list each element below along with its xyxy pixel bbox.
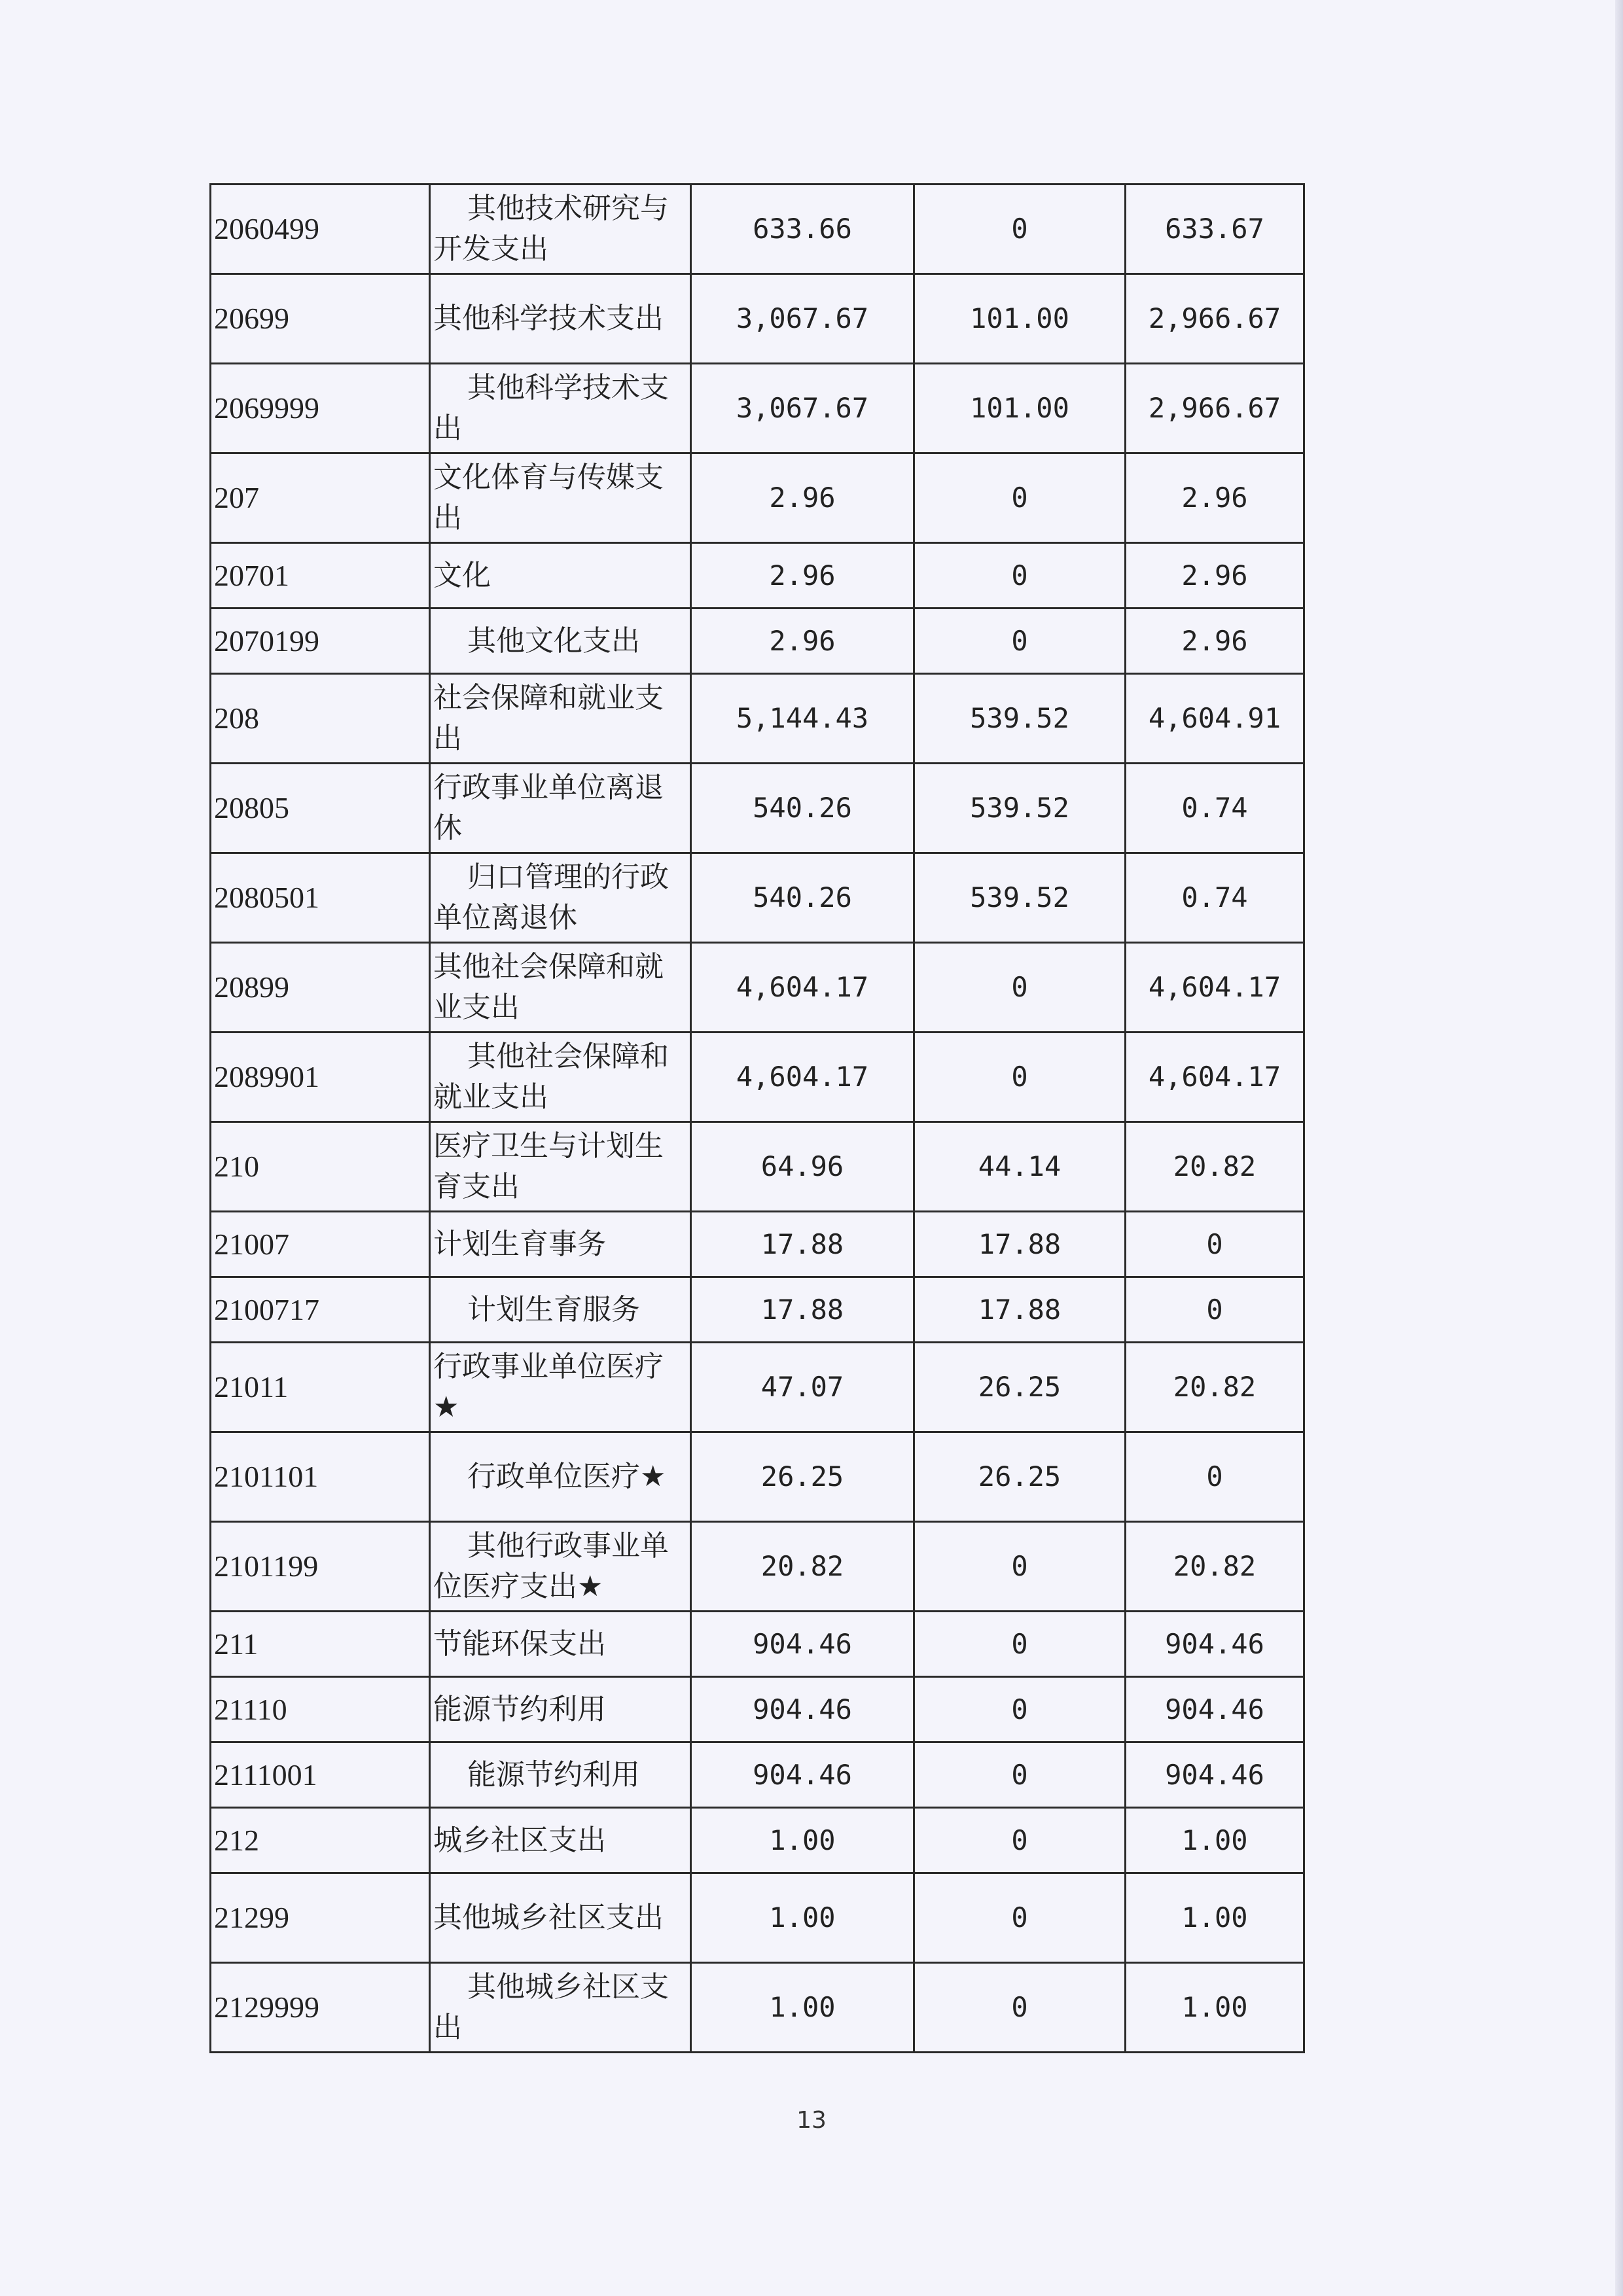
subject-name-cell: 医疗卫生与计划生育支出 [430,1122,691,1212]
subject-name-cell: 其他城乡社区支出 [430,1873,691,1963]
basic-expenditure-cell: 26.25 [914,1343,1126,1432]
total-amount-cell: 5,144.43 [691,674,914,764]
table-row [211,1612,1304,1677]
total-amount-cell: 4,604.17 [691,1033,914,1122]
subject-name-cell: 其他社会保障和就业支出 [430,1033,691,1122]
subject-code-cell: 207 [211,453,430,543]
table-row [211,943,1304,1033]
table-row [211,543,1304,609]
table-row [211,1033,1304,1122]
project-expenditure-cell: 0.74 [1126,853,1304,943]
table-row [211,674,1304,764]
page-edge [1615,0,1623,2296]
table-row [211,1212,1304,1277]
subject-name-cell: 能源节约利用 [430,1677,691,1742]
subject-code-cell: 2101101 [211,1432,430,1522]
table-row [211,1277,1304,1343]
subject-name-cell: 节能环保支出 [430,1612,691,1677]
basic-expenditure-cell: 101.00 [914,274,1126,364]
subject-name-cell: 计划生育事务 [430,1212,691,1277]
total-amount-cell: 2.96 [691,453,914,543]
subject-code-cell: 2080501 [211,853,430,943]
total-amount-cell: 540.26 [691,764,914,853]
project-expenditure-cell: 4,604.17 [1126,1033,1304,1122]
basic-expenditure-cell: 0 [914,1033,1126,1122]
total-amount-cell: 1.00 [691,1808,914,1873]
subject-code-cell: 21299 [211,1873,430,1963]
table-row [211,1122,1304,1212]
basic-expenditure-cell: 0 [914,1742,1126,1808]
subject-code-cell: 2101199 [211,1522,430,1612]
subject-code-cell: 21007 [211,1212,430,1277]
table-row [211,364,1304,453]
subject-code-cell: 2089901 [211,1033,430,1122]
subject-code-cell: 2100717 [211,1277,430,1343]
basic-expenditure-cell: 17.88 [914,1212,1126,1277]
subject-code-cell: 20701 [211,543,430,609]
total-amount-cell: 1.00 [691,1963,914,2053]
basic-expenditure-cell: 0 [914,1677,1126,1742]
subject-name-cell: 能源节约利用 [430,1742,691,1808]
total-amount-cell: 64.96 [691,1122,914,1212]
project-expenditure-cell: 4,604.17 [1126,943,1304,1033]
project-expenditure-cell: 2.96 [1126,543,1304,609]
table-row [211,274,1304,364]
total-amount-cell: 1.00 [691,1873,914,1963]
table-row [211,853,1304,943]
subject-code-cell: 20899 [211,943,430,1033]
total-amount-cell: 17.88 [691,1212,914,1277]
table-row [211,764,1304,853]
project-expenditure-cell: 904.46 [1126,1742,1304,1808]
project-expenditure-cell: 904.46 [1126,1612,1304,1677]
basic-expenditure-cell: 0 [914,1612,1126,1677]
subject-name-cell: 其他技术研究与开发支出 [430,185,691,274]
subject-code-cell: 210 [211,1122,430,1212]
subject-name-cell: 其他社会保障和就业支出 [430,943,691,1033]
basic-expenditure-cell: 0 [914,1522,1126,1612]
subject-code-cell: 2070199 [211,609,430,674]
total-amount-cell: 3,067.67 [691,364,914,453]
basic-expenditure-cell: 0 [914,1873,1126,1963]
project-expenditure-cell: 2.96 [1126,453,1304,543]
basic-expenditure-cell: 539.52 [914,674,1126,764]
basic-expenditure-cell: 0 [914,943,1126,1033]
table-body [211,185,1304,2053]
project-expenditure-cell: 4,604.91 [1126,674,1304,764]
table-row [211,1432,1304,1522]
project-expenditure-cell: 0 [1126,1432,1304,1522]
subject-name-cell: 其他文化支出 [430,609,691,674]
project-expenditure-cell: 0 [1126,1212,1304,1277]
project-expenditure-cell: 0.74 [1126,764,1304,853]
subject-name-cell: 行政事业单位离退休 [430,764,691,853]
basic-expenditure-cell: 0 [914,1808,1126,1873]
subject-name-cell: 其他科学技术支出 [430,364,691,453]
table-row [211,609,1304,674]
basic-expenditure-cell: 26.25 [914,1432,1126,1522]
subject-name-cell: 归口管理的行政单位离退休 [430,853,691,943]
page-number: 13 [796,2107,827,2134]
table-row [211,1742,1304,1808]
basic-expenditure-cell: 539.52 [914,764,1126,853]
subject-code-cell: 21110 [211,1677,430,1742]
table-row [211,1343,1304,1432]
basic-expenditure-cell: 101.00 [914,364,1126,453]
table-row [211,1522,1304,1612]
subject-name-cell: 其他科学技术支出 [430,274,691,364]
total-amount-cell: 2.96 [691,543,914,609]
basic-expenditure-cell: 0 [914,1963,1126,2053]
project-expenditure-cell: 2,966.67 [1126,274,1304,364]
total-amount-cell: 3,067.67 [691,274,914,364]
project-expenditure-cell: 20.82 [1126,1122,1304,1212]
table-row [211,453,1304,543]
project-expenditure-cell: 0 [1126,1277,1304,1343]
total-amount-cell: 904.46 [691,1677,914,1742]
total-amount-cell: 20.82 [691,1522,914,1612]
subject-name-cell: 计划生育服务 [430,1277,691,1343]
subject-code-cell: 20699 [211,274,430,364]
subject-code-cell: 2129999 [211,1963,430,2053]
table-row [211,1873,1304,1963]
basic-expenditure-cell: 17.88 [914,1277,1126,1343]
project-expenditure-cell: 1.00 [1126,1963,1304,2053]
subject-code-cell: 211 [211,1612,430,1677]
total-amount-cell: 904.46 [691,1612,914,1677]
subject-code-cell: 212 [211,1808,430,1873]
subject-code-cell: 20805 [211,764,430,853]
total-amount-cell: 904.46 [691,1742,914,1808]
project-expenditure-cell: 1.00 [1126,1873,1304,1963]
basic-expenditure-cell: 0 [914,543,1126,609]
subject-code-cell: 21011 [211,1343,430,1432]
table-row [211,185,1304,274]
subject-name-cell: 其他行政事业单位医疗支出★ [430,1522,691,1612]
subject-code-cell: 2060499 [211,185,430,274]
project-expenditure-cell: 633.67 [1126,185,1304,274]
subject-name-cell: 其他城乡社区支出 [430,1963,691,2053]
budget-table [209,183,1305,2053]
basic-expenditure-cell: 44.14 [914,1122,1126,1212]
project-expenditure-cell: 2,966.67 [1126,364,1304,453]
project-expenditure-cell: 2.96 [1126,609,1304,674]
subject-code-cell: 2069999 [211,364,430,453]
basic-expenditure-cell: 0 [914,185,1126,274]
basic-expenditure-cell: 539.52 [914,853,1126,943]
total-amount-cell: 26.25 [691,1432,914,1522]
subject-name-cell: 文化体育与传媒支出 [430,453,691,543]
subject-code-cell: 208 [211,674,430,764]
table-row [211,1677,1304,1742]
project-expenditure-cell: 1.00 [1126,1808,1304,1873]
subject-code-cell: 2111001 [211,1742,430,1808]
basic-expenditure-cell: 0 [914,453,1126,543]
project-expenditure-cell: 904.46 [1126,1677,1304,1742]
subject-name-cell: 社会保障和就业支出 [430,674,691,764]
subject-name-cell: 行政单位医疗★ [430,1432,691,1522]
total-amount-cell: 17.88 [691,1277,914,1343]
total-amount-cell: 2.96 [691,609,914,674]
subject-name-cell: 文化 [430,543,691,609]
total-amount-cell: 633.66 [691,185,914,274]
table-row [211,1808,1304,1873]
table-row [211,1963,1304,2053]
basic-expenditure-cell: 0 [914,609,1126,674]
subject-name-cell: 行政事业单位医疗★ [430,1343,691,1432]
subject-name-cell: 城乡社区支出 [430,1808,691,1873]
project-expenditure-cell: 20.82 [1126,1522,1304,1612]
total-amount-cell: 47.07 [691,1343,914,1432]
project-expenditure-cell: 20.82 [1126,1343,1304,1432]
total-amount-cell: 4,604.17 [691,943,914,1033]
total-amount-cell: 540.26 [691,853,914,943]
